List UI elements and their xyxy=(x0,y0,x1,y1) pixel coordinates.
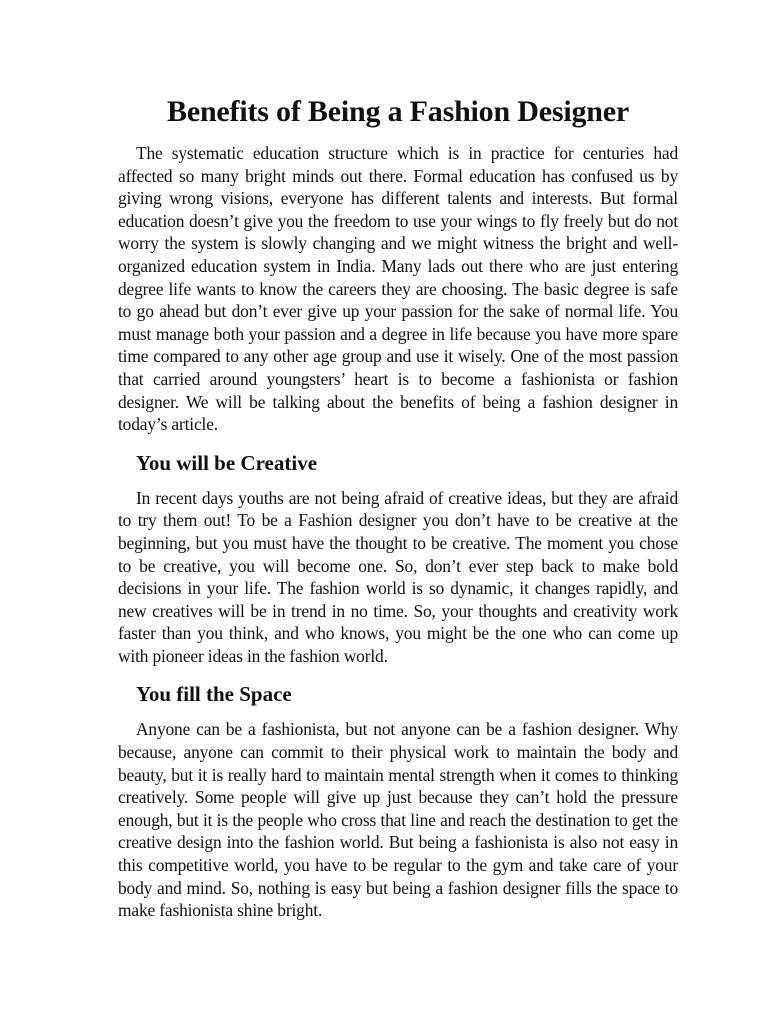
document-title: Benefits of Being a Fashion Designer xyxy=(167,95,629,128)
section-body-fill-space: Anyone can be a fashionista, but not anyone can be a fashion designer. Why because, anyone can commit to their physical work to maintain the body and beauty, but it is really hard to maintain mental strength when it comes to thinking creatively. Some people will give up just because they can’t hold the pressure enough, but it is the people who cross that line and reach the destination to get the creative design into the fashion world. But being a fashionista is also not easy in this competitive world, you have to be regular to the gym and take care of your body and mind. So, nothing is easy but being a fashion designer fills the space to make fashionista shine bright. xyxy=(118,719,678,921)
section-heading-fill-space: You fill the Space xyxy=(136,682,292,707)
section-heading-creative: You will be Creative xyxy=(136,450,318,475)
intro-paragraph: The systematic education structure which is in practice for centuries had affected so many bright minds out there. Formal education has confused us by giving wrong visions, everyone has different talents and interests. But formal education doesn’t give you the freedom to use your wings to fly freely but do not worry the system is slowly changing and we might witness the bright and well-organized education system in India. Many lads out there who are just entering degree life wants to know the careers they are choosing. The basic degree is safe to go ahead but don’t ever give up your passion for the sake of normal life. You must manage both your passion and a degree in life because you have more spare time compared to any other age group and use it wisely. One of the most passion that carried around youngsters’ heart is to become a fashionista or fashion designer. We will be talking about the benefits of being a fashion designer in today’s article. xyxy=(118,143,678,435)
document-page xyxy=(118,92,678,922)
section-body-creative: In recent days youths are not being afraid of creative ideas, but they are afraid to try them out! To be a Fashion designer you don’t have to be creative at the beginning, but you must have the thought to be creative. The moment you chose to be creative, you will become one. So, don’t ever step back to make bold decisions in your life. The fashion world is so dynamic, it changes rapidly, and new creatives will be in trend in no time. So, your thoughts and creativity work faster than you think, and who knows, you might be the one who can come up with pioneer ideas in the fashion world. xyxy=(118,487,678,666)
